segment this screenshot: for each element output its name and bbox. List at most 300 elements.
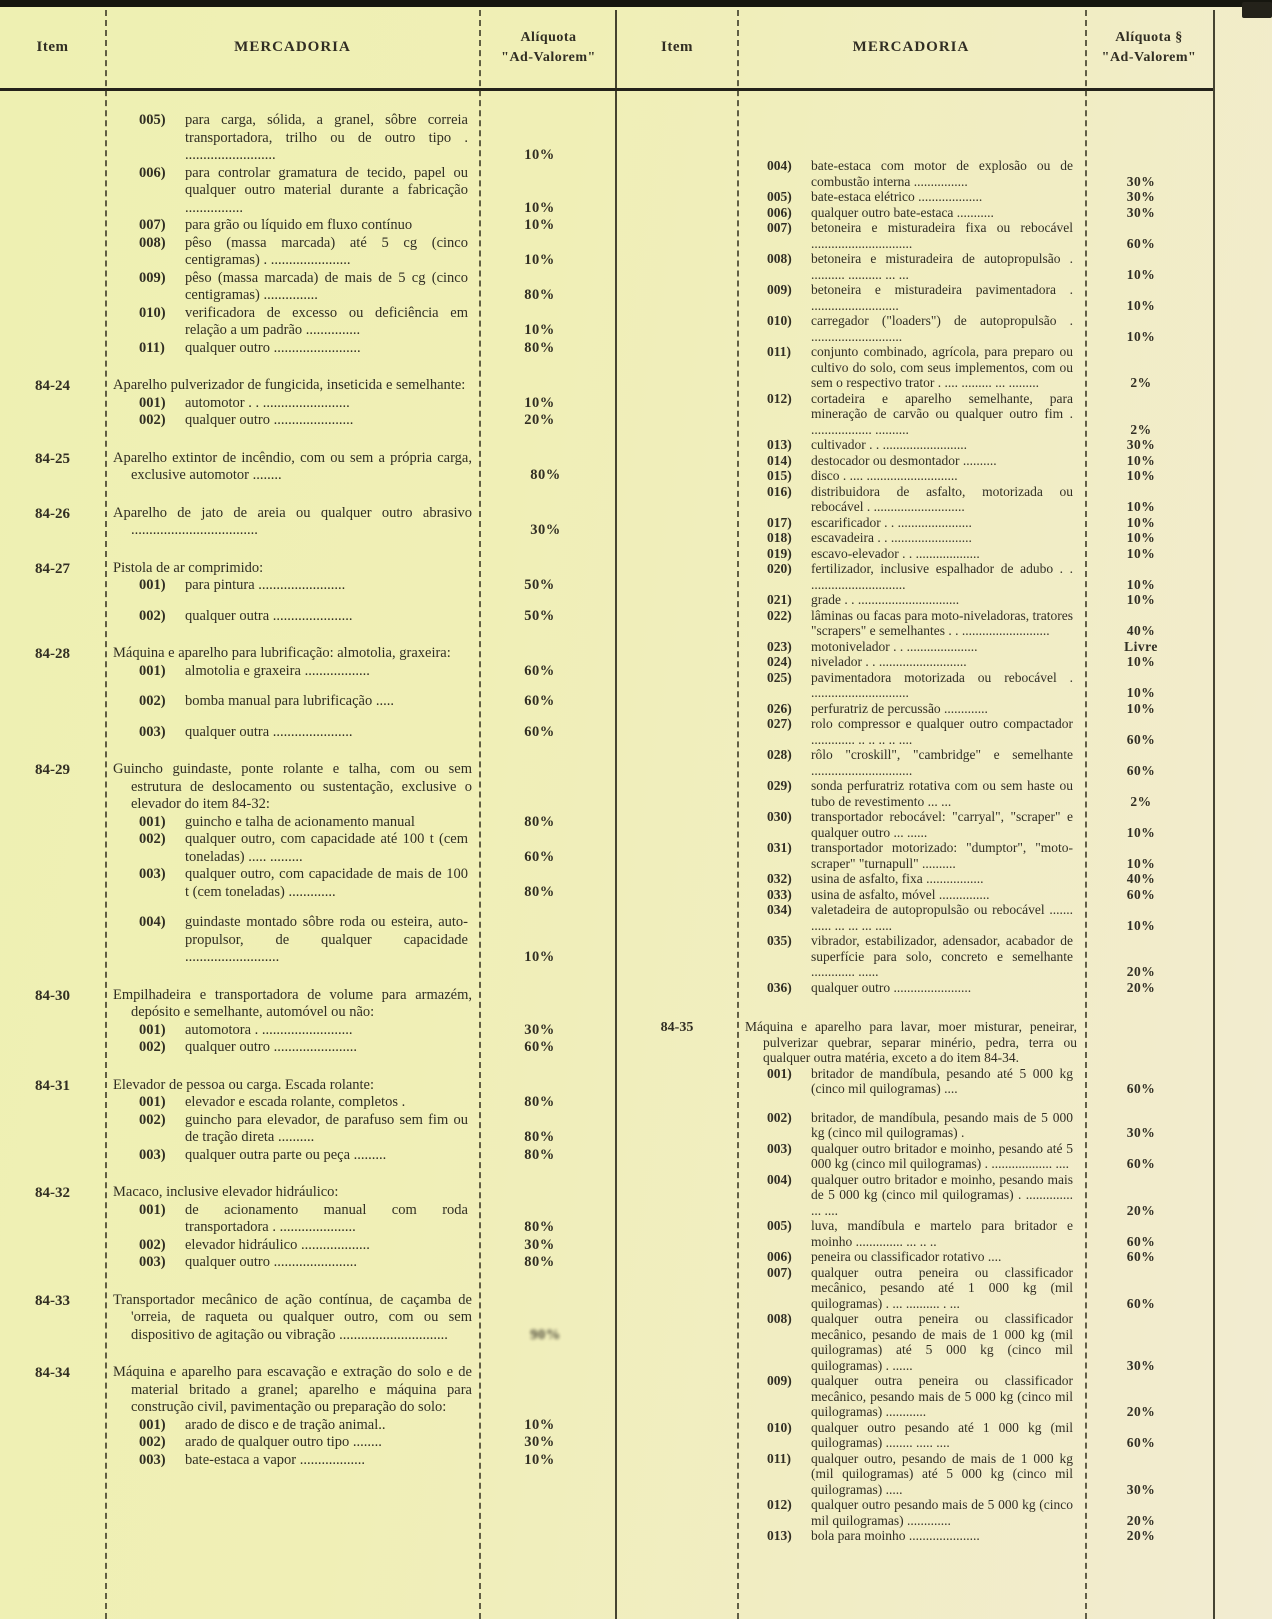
rate-value: 30%	[1126, 1481, 1156, 1497]
rate-value: 10%	[1126, 592, 1156, 607]
rate-value: 10%	[1126, 452, 1156, 468]
subitem-code: 006)	[767, 1249, 792, 1264]
subitem-text: qualquer outro britador e moinho, pesando mais de 5 000 kg (cinco mil quilogramas) . .............. ... ....	[811, 1171, 1073, 1218]
subitem-list	[105, 1022, 617, 1057]
subitem-code: 019)	[767, 545, 792, 561]
tariff-section	[0, 505, 617, 540]
section-heading-row	[105, 1077, 617, 1095]
section-content	[105, 1184, 617, 1272]
item-number: 84-31	[35, 1077, 70, 1094]
rate-value: 60%	[524, 723, 555, 740]
tariff-row	[737, 608, 1213, 639]
subitem-text: qualquer outro bate-estaca ...........	[811, 204, 994, 220]
subitem-text: valetadeira de autopropulsão ou rebocável ....... ...... ... ... ... .....	[811, 902, 1073, 933]
rate-value: 30%	[1126, 204, 1156, 220]
tariff-row	[737, 468, 1213, 484]
tariff-section	[0, 450, 617, 485]
rate-value: 10%	[524, 1416, 555, 1433]
subitem-list	[105, 663, 617, 742]
rate-value: 30%	[1126, 1125, 1156, 1140]
subitem-code: 008)	[767, 251, 792, 266]
section-content	[105, 1364, 617, 1469]
item-number: 84-26	[35, 505, 70, 522]
tariff-row	[105, 340, 617, 358]
tariff-row	[737, 887, 1213, 903]
item-number: 84-24	[35, 378, 70, 394]
rate-value: 80%	[524, 287, 555, 303]
tariff-row	[737, 747, 1213, 778]
tariff-row	[105, 305, 617, 340]
subitem-text: verificadora de excesso ou deficiência em relação a um padrão ...............	[185, 304, 468, 338]
table-header-right	[617, 7, 1213, 91]
rate-value: 10%	[1126, 545, 1156, 561]
subitem-text: betoneira e misturadeira de autopropulsão . .......... .......... ... ...	[811, 251, 1073, 282]
rate-value: 60%	[1126, 1435, 1156, 1450]
rate-value: 10%	[1126, 917, 1156, 933]
tariff-row	[737, 561, 1213, 592]
subitem-code: 003)	[139, 723, 166, 740]
subitem-code: 005)	[767, 189, 792, 204]
subitem-text: para grão ou líquido em fluxo contínuo	[185, 217, 413, 233]
tariff-section	[0, 645, 617, 741]
rate-value: 60%	[1126, 1233, 1156, 1249]
tariff-row	[737, 701, 1213, 717]
subitem-text: qualquer outra ......................	[185, 607, 353, 624]
subitem-text: grade . . ..............................	[811, 592, 960, 607]
tariff-row	[105, 663, 617, 681]
subitem-list	[105, 1417, 617, 1470]
subitem-code: 008)	[767, 1311, 792, 1326]
section-content	[105, 1292, 617, 1345]
rate-value: 30%	[530, 522, 561, 538]
subitem-text: arado de disco e de tração animal..	[185, 1416, 386, 1433]
rate-value: 90%	[530, 1326, 561, 1343]
subitem-code: 007)	[767, 1264, 792, 1280]
tariff-row	[737, 1066, 1213, 1097]
subitem-code: 004)	[767, 1171, 792, 1187]
subitem-code: 001)	[139, 394, 166, 411]
section-content	[105, 645, 617, 741]
rate-value: 20%	[1126, 1528, 1156, 1543]
rule-page-right-edge	[1213, 10, 1215, 1619]
tariff-row	[105, 831, 617, 866]
section-content	[105, 450, 617, 485]
subitem-text: pêso (massa marcada) até 5 cg (cinco centigramas) . ......................	[185, 234, 468, 268]
tariff-row	[737, 871, 1213, 887]
subitem-text: lâminas ou facas para moto-niveladoras, tratores "scrapers" e semelhantes . . ..........................	[811, 607, 1073, 638]
subitem-text: qualquer outro pesando mais de 5 000 kg (cinco mil quilogramas) .............	[811, 1497, 1073, 1528]
subitem-text: escavadeira . . ........................	[811, 530, 972, 545]
subitem-code: 013)	[767, 437, 792, 452]
subitem-text: usina de asfalto, fixa .................	[811, 871, 984, 886]
subitem-text: rolo compressor e qualquer outro compactador ............. .. .. .. .. ....	[811, 716, 1073, 747]
subitem-code: 028)	[767, 747, 792, 762]
subitem-text: pavimentadora motorizada ou rebocável . .............................	[811, 669, 1073, 700]
subitem-code: 011)	[767, 344, 792, 359]
subitem-text: automotora . .........................	[185, 1021, 353, 1038]
subitem-text: qualquer outro, pesando de mais de 1 000 kg (mil quilogramas) até 5 000 kg (cinco mil quilogramas) .....	[811, 1450, 1073, 1497]
tariff-row	[737, 189, 1213, 205]
subitem-code: 001)	[139, 813, 166, 830]
subitem-code: 008)	[139, 234, 166, 251]
subitem-code: 001)	[139, 662, 166, 679]
item-number: 84-30	[35, 987, 70, 1004]
subitem-code: 010)	[139, 304, 166, 321]
subitem-text: betoneira e misturadeira fixa ou rebocável ..............................	[811, 220, 1073, 251]
section-heading: Empilhadeira e transportadora de volume para armazém, depósito e semelhante, automóvel ou não:	[113, 986, 472, 1020]
rate-value: 60%	[1126, 1081, 1156, 1096]
subitem-text: para carga, sólida, a granel, sôbre correia transportadora, trilho ou de outro tipo . .........................	[185, 112, 468, 163]
subitem-list	[105, 1202, 617, 1272]
rate-value: 40%	[1126, 623, 1156, 638]
tariff-row	[737, 809, 1213, 840]
tariff-row	[105, 577, 617, 595]
rate-value: 80%	[524, 1146, 555, 1163]
rate-value: 80%	[524, 1094, 555, 1110]
tariff-row	[737, 1218, 1213, 1249]
section-heading: Máquina e aparelho para lubrificação: almotolia, graxeira:	[113, 645, 451, 661]
tariff-section	[617, 158, 1213, 995]
subitem-code: 007)	[767, 220, 792, 235]
tariff-row	[105, 1022, 617, 1040]
subitem-code: 016)	[767, 483, 792, 499]
subitem-code: 010)	[767, 1419, 792, 1435]
subitem-code: 003)	[139, 1146, 166, 1163]
subitem-text: elevador e escada rolante, completos .	[185, 1094, 406, 1110]
subitem-code: 009)	[767, 1373, 792, 1388]
tariff-row	[737, 933, 1213, 980]
subitem-text: guincho para elevador, de parafuso sem fim ou de tração direta ..........	[185, 1111, 468, 1145]
tariff-row	[737, 484, 1213, 515]
rate-value: 80%	[530, 467, 561, 483]
tariff-section	[0, 1292, 617, 1345]
rate-value: 20%	[1126, 964, 1156, 979]
subitem-code: 001)	[767, 1065, 792, 1081]
rate-value: 20%	[1126, 1404, 1156, 1419]
subitem-code: 009)	[767, 282, 792, 297]
tariff-row	[105, 1452, 617, 1470]
tariff-row	[737, 840, 1213, 871]
subitem-code: 018)	[767, 530, 792, 545]
section-content	[105, 761, 617, 967]
rate-value: 60%	[1126, 235, 1156, 251]
rate-value: 10%	[1126, 700, 1156, 716]
subitem-list	[737, 1066, 1213, 1544]
subitem-text: pêso (massa marcada) de mais de 5 cg (cinco centigramas) ...............	[185, 269, 468, 303]
section-heading: Guincho guindaste, ponte rolante e talha, com ou sem estrutura de deslocamento ou sustentação, exclusive o elevador do item 84-32:	[113, 761, 472, 812]
tariff-row	[737, 1172, 1213, 1219]
tariff-row	[105, 1237, 617, 1255]
subitem-code: 002)	[139, 1434, 166, 1450]
tariff-row	[105, 1202, 617, 1237]
rate-value: 2%	[1130, 375, 1152, 390]
tariff-row	[105, 866, 617, 901]
subitem-text: betoneira e misturadeira pavimentadora . ..........................	[811, 282, 1073, 313]
subitem-text: rôlo "croskill", "cambridge" e semelhante ..............................	[811, 747, 1073, 778]
subitem-code: 026)	[767, 700, 792, 716]
tariff-section	[0, 987, 617, 1057]
tariff-row	[105, 724, 617, 742]
rate-value: 80%	[524, 813, 555, 830]
subitem-code: 005)	[767, 1218, 792, 1233]
section-content	[105, 112, 617, 357]
item-number: 84-27	[35, 560, 70, 577]
rate-value: 30%	[524, 1434, 555, 1450]
rate-value: 10%	[1126, 824, 1156, 840]
section-heading-row	[105, 1364, 617, 1417]
subitem-code: 002)	[139, 831, 166, 847]
tariff-row	[737, 1451, 1213, 1498]
subitem-text: escavo-elevador . . ...................	[811, 545, 980, 561]
section-content	[737, 1019, 1213, 1544]
tariff-row	[105, 814, 617, 832]
tariff-row	[737, 158, 1213, 189]
column-header-aliquota	[480, 28, 617, 68]
column-header-mercadoria: MERCADORIA	[234, 39, 351, 55]
rate-value: 10%	[1126, 328, 1156, 344]
subitem-text: qualquer outra peneira ou classificador mecânico, pesando até 1 000 kg (mil quilogramas) . ... .......... . ...	[811, 1264, 1073, 1311]
table-body-left	[0, 88, 617, 1619]
item-number: 84-29	[35, 762, 70, 778]
subitem-text: distribuidora de asfalto, motorizada ou rebocável . ...........................	[811, 483, 1073, 514]
section-heading: Elevador de pessoa ou carga. Escada rolante:	[113, 1076, 375, 1093]
subitem-code: 001)	[139, 1021, 166, 1038]
tariff-row	[105, 395, 617, 413]
subitem-text: bate-estaca a vapor ..................	[185, 1451, 365, 1468]
subitem-code: 012)	[767, 390, 792, 406]
aliquota-label-line2: "Ad-Valorem"	[501, 49, 596, 65]
subitem-code: 002)	[767, 1109, 792, 1125]
rate-value: 20%	[1126, 979, 1156, 995]
tariff-row	[105, 1254, 617, 1272]
rate-value: 30%	[1126, 173, 1156, 189]
rate-value: 80%	[524, 1129, 555, 1145]
tariff-row	[105, 1112, 617, 1147]
subitem-code: 001)	[139, 1094, 166, 1110]
tariff-row	[105, 1094, 617, 1112]
tariff-row	[737, 453, 1213, 469]
tariff-row	[737, 1110, 1213, 1141]
rate-value: 50%	[524, 607, 555, 624]
subitem-code: 020)	[767, 561, 792, 576]
rate-value: 10%	[524, 394, 555, 411]
subitem-text: transportador motorizado: "dumptor", "moto-scraper" "turnapull" ..........	[811, 840, 1073, 871]
rate-value: 10%	[1126, 530, 1156, 545]
tariff-section	[0, 1184, 617, 1272]
subitem-text: nivelador . . ..........................	[811, 654, 967, 669]
rate-value: 80%	[524, 883, 555, 900]
section-heading-row	[105, 505, 617, 540]
rate-value: 2%	[1130, 421, 1152, 437]
subitem-code: 017)	[767, 514, 792, 530]
subitem-text: arado de qualquer outro tipo ........	[185, 1434, 382, 1450]
subitem-code: 002)	[139, 412, 166, 428]
subitem-code: 011)	[767, 1450, 792, 1466]
rate-value: 80%	[524, 339, 555, 356]
subitem-code: 033)	[767, 886, 792, 902]
tariff-row	[737, 1497, 1213, 1528]
tariff-section	[0, 377, 617, 430]
rate-value: 30%	[524, 1236, 555, 1253]
subitem-list	[737, 158, 1213, 995]
subitem-code: 023)	[767, 638, 792, 654]
subitem-text: usina de asfalto, móvel ...............	[811, 886, 990, 902]
rate-value: 10%	[524, 199, 555, 216]
tariff-row	[737, 313, 1213, 344]
tariff-row	[737, 1373, 1213, 1420]
tariff-row	[737, 778, 1213, 809]
subitem-code: 002)	[139, 1111, 166, 1128]
subitem-code: 024)	[767, 654, 792, 669]
tariff-row	[105, 693, 617, 711]
rate-value: 60%	[524, 662, 555, 679]
subitem-text: escarificador . . ......................	[811, 514, 972, 530]
subitem-text: qualquer outro, com capacidade até 100 t (cem toneladas) ..... .........	[185, 831, 468, 865]
tariff-section	[0, 560, 617, 626]
subitem-text: bate-estaca com motor de explosão ou de combustão interna ................	[811, 158, 1073, 189]
aliquota-label-line1: Alíquota §	[1115, 29, 1183, 45]
subitem-text: bomba manual para lubrificação .....	[185, 693, 394, 709]
subitem-code: 011)	[139, 339, 165, 356]
tariff-row	[737, 220, 1213, 251]
subitem-text: sonda perfuratriz rotativa com ou sem haste ou tubo de revestimento ... ...	[811, 778, 1073, 809]
subitem-text: peneira ou classificador rotativo ....	[811, 1249, 1002, 1264]
subitem-code: 003)	[139, 1254, 166, 1270]
rate-value: 10%	[1126, 468, 1156, 483]
subitem-code: 025)	[767, 669, 792, 685]
subitem-text: britador, de mandíbula, pesando mais de 5 000 kg (cinco mil quilogramas) .	[811, 1109, 1073, 1140]
section-content	[105, 377, 617, 430]
subitem-text: cortadeira e aparelho semelhante, para mineração de carvão ou qualquer outro fim . .................. ..........	[811, 390, 1073, 437]
tariff-row	[737, 530, 1213, 546]
section-heading-row	[105, 645, 617, 663]
subitem-code: 034)	[767, 902, 792, 917]
tariff-row	[105, 270, 617, 305]
subitem-code: 005)	[139, 112, 166, 128]
subitem-text: qualquer outro .......................	[185, 1254, 357, 1270]
tariff-row	[737, 654, 1213, 670]
subitem-text: qualquer outra parte ou peça .........	[185, 1146, 387, 1163]
tariff-row	[737, 716, 1213, 747]
tariff-row	[737, 515, 1213, 531]
subitem-text: qualquer outra peneira ou classificador mecânico, pesando de mais de 1 000 kg (mil quilogramas) até 5 000 kg (cinco mil quilogramas) . ......	[811, 1311, 1073, 1373]
tariff-row	[737, 1420, 1213, 1451]
section-heading: Máquina e aparelho para escavação e extração do solo e de material britado a granel; aparelho e máquina para construção civil, pavimentação ou preparação do solo:	[113, 1364, 472, 1415]
rate-value: 60%	[1126, 886, 1156, 902]
table-body-right	[617, 88, 1213, 1619]
subitem-code: 027)	[767, 716, 792, 731]
subitem-code: 007)	[139, 217, 166, 233]
tariff-row	[105, 1039, 617, 1057]
aliquota-label-line1: Alíquota	[520, 29, 577, 45]
rate-value: 30%	[1126, 1357, 1156, 1373]
subitem-text: elevador hidráulico ...................	[185, 1236, 370, 1253]
subitem-text: conjunto combinado, agrícola, para preparo ou cultivo do solo, com seus implementos, com ou sem o respectivo trator . .... ......... ... .........	[811, 344, 1073, 390]
rate-value: 60%	[1126, 762, 1156, 778]
subitem-code: 002)	[139, 607, 166, 624]
subitem-code: 006)	[767, 204, 792, 220]
subitem-list	[105, 577, 617, 625]
rate-value: 20%	[524, 412, 555, 428]
subitem-text: luva, mandíbula e martelo para britador e moinho .............. ... .. ..	[811, 1218, 1073, 1249]
rate-value: 60%	[1126, 1156, 1156, 1171]
aliquota-label-line2: "Ad-Valorem"	[1101, 49, 1197, 65]
subitem-text: de acionamento manual com roda transportadora . .....................	[185, 1201, 468, 1235]
rate-value: 10%	[1126, 514, 1156, 530]
subitem-list	[105, 814, 617, 967]
subitem-code: 015)	[767, 468, 792, 483]
item-number: 84-34	[35, 1365, 70, 1381]
tariff-row	[105, 165, 617, 218]
tariff-row	[105, 1434, 617, 1452]
rate-value: 60%	[1126, 1295, 1156, 1311]
subitem-text: guindaste montado sôbre roda ou esteira, auto-propulsor, de qualquer capacidade ..........................	[185, 914, 468, 965]
section-heading: Transportador mecânico de ação contínua, de caçamba de 'orreia, de raqueta ou qualquer outro, com ou sem dispositivo de agitação ou vibração ..............................	[113, 1291, 472, 1343]
subitem-text: qualquer outro ........................	[185, 339, 361, 356]
section-content	[105, 505, 617, 540]
subitem-code: 030)	[767, 809, 792, 824]
rate-value: 20%	[1126, 1512, 1156, 1528]
subitem-text: disco . .... ...........................	[811, 468, 958, 483]
subitem-code: 013)	[767, 1528, 792, 1543]
subitem-text: transportador rebocável: "carryal", "scraper" e qualquer outro ... ......	[811, 809, 1073, 840]
rate-value: 60%	[524, 1039, 555, 1055]
section-heading: Máquina e aparelho para lavar, moer misturar, peneirar, pulverizar quebrar, separar minério, pedra, terra ou qualquer outra matéria, exceto a do item 84-34.	[745, 1019, 1077, 1065]
subitem-code: 004)	[139, 914, 166, 930]
rate-value: 60%	[1126, 731, 1156, 747]
rate-value: 60%	[1126, 1249, 1156, 1264]
tariff-section	[0, 1364, 617, 1469]
section-heading-row	[105, 761, 617, 814]
subitem-text: qualquer outra ......................	[185, 723, 353, 740]
section-heading: Aparelho de jato de areia ou qualquer outro abrasivo ...................................	[113, 504, 472, 538]
tariff-row	[737, 670, 1213, 701]
tariff-row	[737, 592, 1213, 608]
column-header-mercadoria: MERCADORIA	[852, 39, 970, 55]
table-header-left	[0, 7, 617, 91]
subitem-text: perfuratriz de percussão .............	[811, 700, 988, 716]
section-heading-row	[105, 1292, 617, 1345]
subitem-text: britador de mandíbula, pesando até 5 000 kg (cinco mil quilogramas) ....	[811, 1065, 1073, 1096]
rate-value: 30%	[1126, 189, 1156, 204]
section-heading: Macaco, inclusive elevador hidráulico:	[113, 1184, 339, 1200]
tariff-row	[105, 1417, 617, 1435]
tariff-row	[737, 980, 1213, 996]
tariff-row	[105, 217, 617, 235]
subitem-list	[105, 395, 617, 430]
subitem-code: 035)	[767, 933, 792, 948]
subitem-code: 003)	[139, 866, 166, 882]
section-heading: Aparelho pulverizador de fungicida, inseticida e semelhante:	[113, 377, 466, 393]
rate-value: 40%	[1126, 871, 1156, 886]
tariff-row	[737, 1249, 1213, 1265]
subitem-code: 001)	[139, 1201, 166, 1218]
rate-value: Livre	[1124, 638, 1158, 654]
rate-value: 10%	[1126, 654, 1156, 669]
rate-value: 20%	[1126, 1202, 1156, 1218]
rate-value: 80%	[524, 1219, 555, 1235]
subitem-code: 002)	[139, 1039, 166, 1055]
rate-value: 10%	[524, 322, 555, 338]
subitem-code: 002)	[139, 1236, 166, 1253]
subitem-code: 022)	[767, 607, 792, 623]
section-heading: Aparelho extintor de incêndio, com ou sem a própria carga, exclusive automotor ........	[113, 449, 472, 483]
rate-value: 10%	[524, 217, 555, 233]
subitem-list	[105, 1094, 617, 1164]
rate-value: 60%	[524, 848, 555, 865]
tariff-row	[737, 282, 1213, 313]
tariff-row	[737, 391, 1213, 438]
